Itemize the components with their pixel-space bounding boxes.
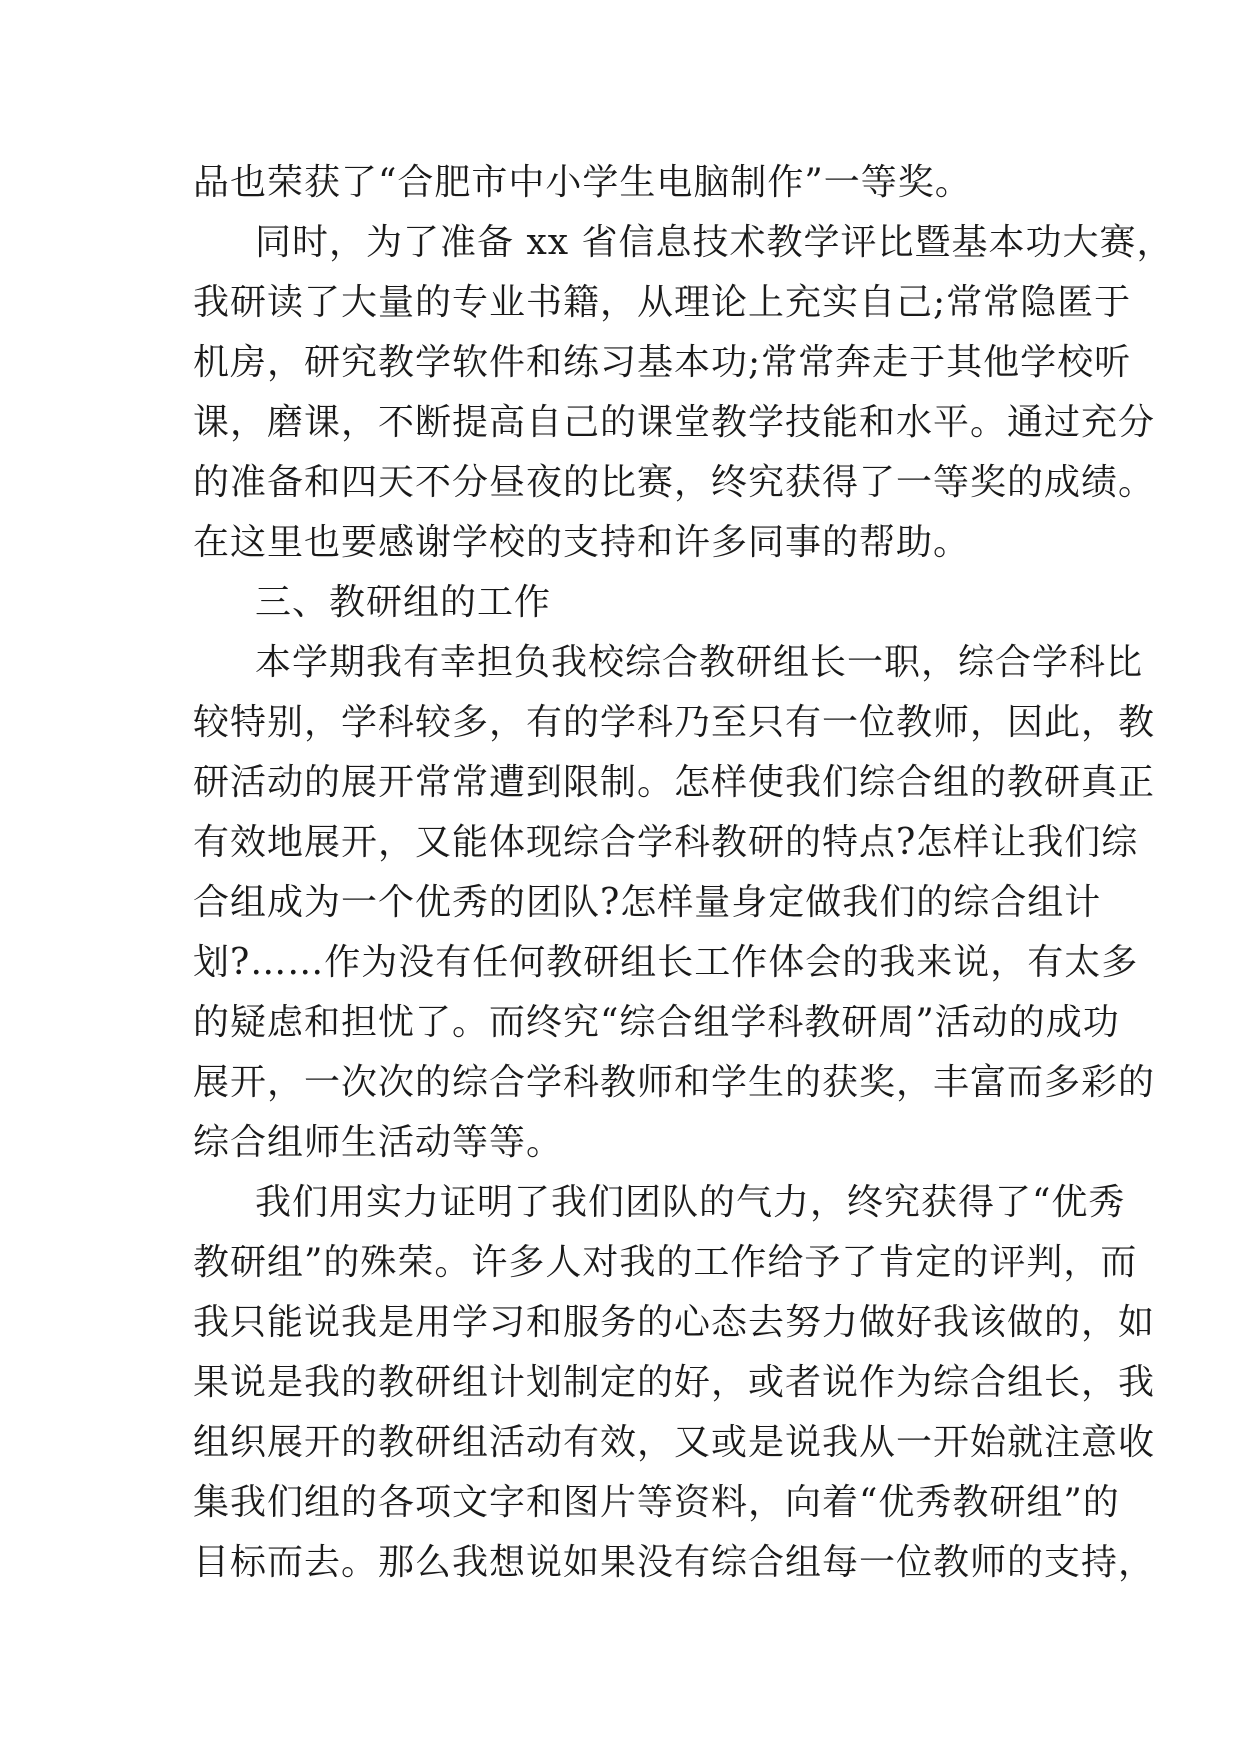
text-line: 课，磨课，不断提高自己的课堂教学技能和水平。通过充分 xyxy=(193,402,1156,443)
text-line: 研活动的展开常常遭到限制。怎样使我们综合组的教研真正 xyxy=(193,762,1156,803)
text-line: 展开，一次次的综合学科教师和学生的获奖，丰富而多彩的 xyxy=(193,1062,1156,1103)
text-line: 综合组师生活动等等。 xyxy=(193,1122,564,1163)
document-body xyxy=(193,153,1174,1593)
text-line: 的准备和四天不分昼夜的比赛，终究获得了一等奖的成绩。 xyxy=(193,462,1156,503)
text-line: 有效地展开，又能体现综合学科教研的特点?怎样让我们综 xyxy=(193,822,1139,863)
text-line: 教研组”的殊荣。许多人对我的工作给予了肯定的评判，而 xyxy=(193,1242,1138,1283)
text-line: 品也荣获了“合肥市中小学生电脑制作”一等奖。 xyxy=(193,162,972,203)
text-line: 同时，为了准备 xx 省信息技术教学评比暨基本功大赛， xyxy=(255,222,1174,263)
text-line: 划?……作为没有任何教研组长工作体会的我来说，有太多 xyxy=(193,942,1139,983)
text-line: 的疑虑和担忧了。而终究“综合组学科教研周”活动的成功 xyxy=(193,1002,1120,1043)
text-line: 机房，研究教学软件和练习基本功;常常奔走于其他学校听 xyxy=(193,342,1132,383)
text-line: 本学期我有幸担负我校综合教研组长一职，综合学科比 xyxy=(255,642,1144,683)
section-heading: 三、教研组的工作 xyxy=(255,582,552,623)
text-line: 我只能说我是用学习和服务的心态去努力做好我该做的，如 xyxy=(193,1302,1156,1343)
text-line: 合组成为一个优秀的团队?怎样量身定做我们的综合组计 xyxy=(193,882,1102,923)
text-line: 我研读了大量的专业书籍，从理论上充实自己;常常隐匿于 xyxy=(193,282,1132,323)
text-line: 目标而去。那么我想说如果没有综合组每一位教师的支持， xyxy=(193,1542,1156,1583)
text-line: 果说是我的教研组计划制定的好，或者说作为综合组长，我 xyxy=(193,1362,1156,1403)
text-line: 较特别，学科较多，有的学科乃至只有一位教师，因此，教 xyxy=(193,702,1156,743)
text-line: 组织展开的教研组活动有效，又或是说我从一开始就注意收 xyxy=(193,1422,1156,1463)
text-line: 在这里也要感谢学校的支持和许多同事的帮助。 xyxy=(193,522,971,563)
text-line: 集我们组的各项文字和图片等资料，向着“优秀教研组”的 xyxy=(193,1482,1120,1523)
text-line: 我们用实力证明了我们团队的气力，终究获得了“优秀 xyxy=(255,1182,1126,1223)
